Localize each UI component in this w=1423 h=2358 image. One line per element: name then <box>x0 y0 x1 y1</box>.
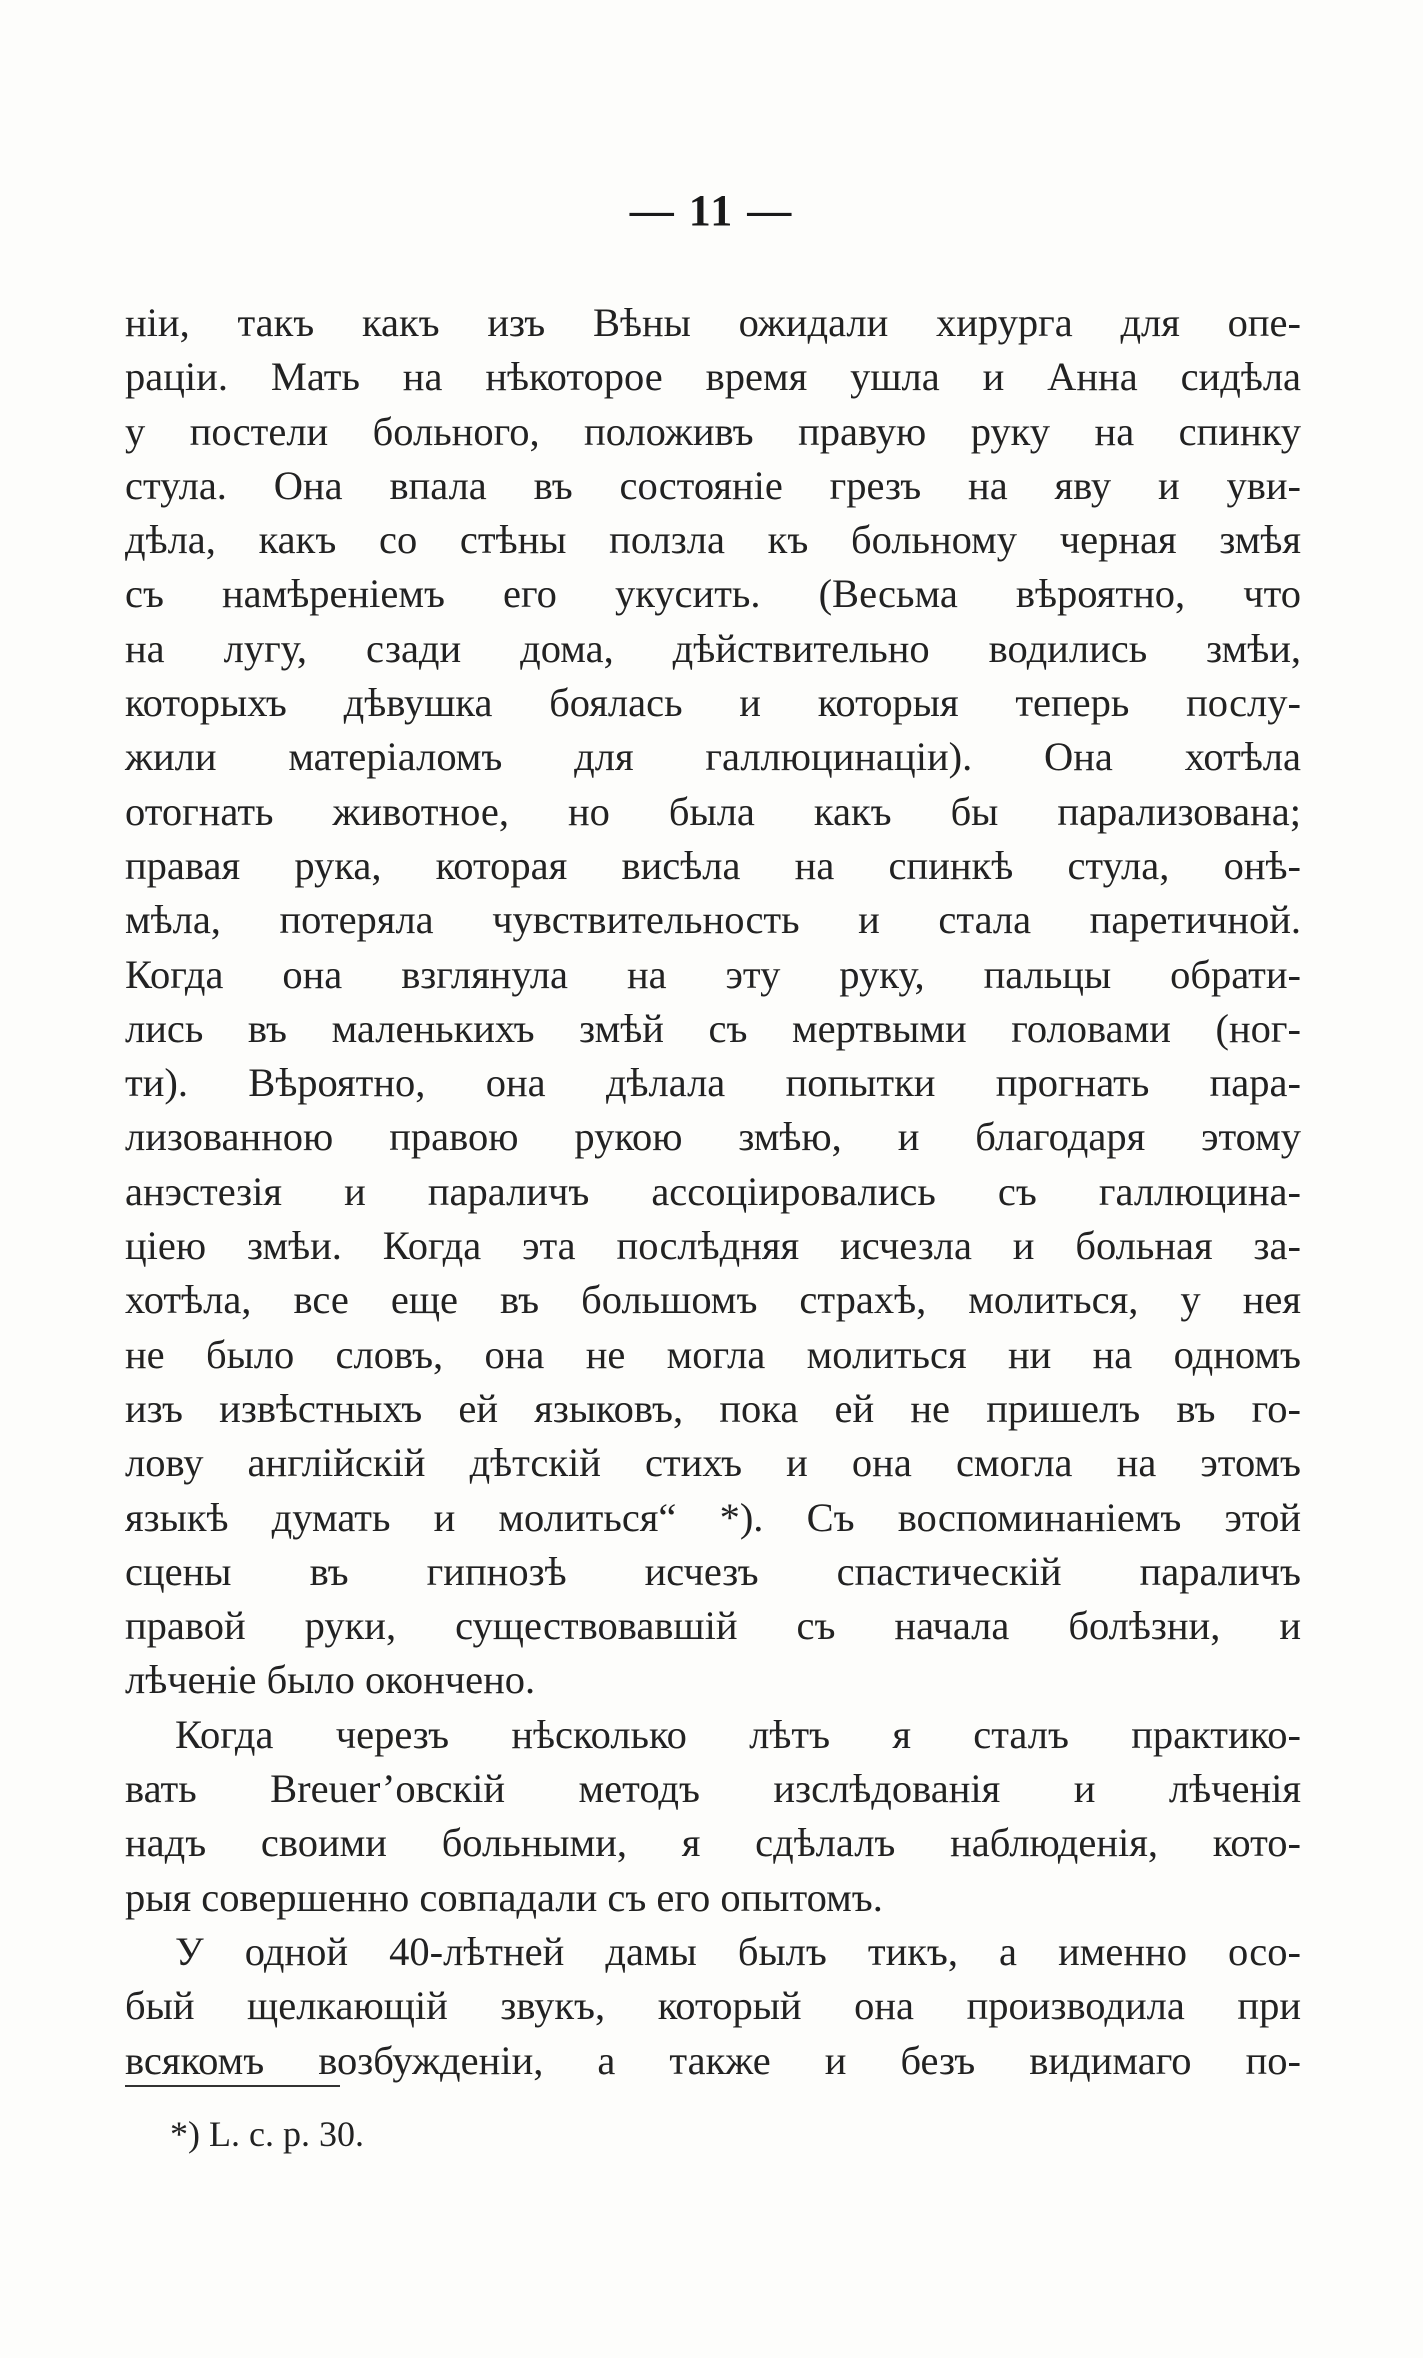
text-line: бый щелкающій звукъ, который она производила при <box>125 1983 1301 2029</box>
text-line: хотѣла, все еще въ большомъ страхѣ, молиться, у нея <box>125 1277 1301 1323</box>
text-line: вать Breuer’овскій методъ изслѣдованія и лѣченія <box>125 1766 1301 1812</box>
text-line: у постели больного, положивъ правую руку на спинку <box>125 408 1301 454</box>
text-line: лись въ маленькихъ змѣй съ мертвыми головами (ног- <box>125 1005 1301 1051</box>
text-line: мѣла, потеряла чувствительность и стала паретичной. <box>125 897 1301 943</box>
text-line: правой руки, существовавшій съ начала болѣзни, и <box>125 1603 1301 1649</box>
footnote: *) L. c. p. 30. <box>170 2114 364 2154</box>
text-line: ніи, такъ какъ изъ Вѣны ожидали хирурга для опе- <box>125 300 1301 345</box>
text-line: раціи. Мать на нѣкоторое время ушла и Анна сидѣла <box>125 354 1301 400</box>
footnote-divider <box>125 2085 340 2087</box>
text-line: лизованною правою рукою змѣю, и благодаря этому <box>125 1114 1301 1160</box>
text-line: сцены въ гипнозѣ исчезъ спастическій параличъ <box>125 1548 1301 1594</box>
text-line: анэстезія и параличъ ассоціировались съ галлюцина- <box>125 1168 1301 1214</box>
text-line: языкѣ думать и молиться“ *). Съ воспоминаніемъ этой <box>125 1494 1301 1540</box>
text-line: Когда она взглянула на эту руку, пальцы обрати- <box>125 951 1301 997</box>
text-line: изъ извѣстныхъ ей языковъ, пока ей не пришелъ въ го- <box>125 1385 1301 1431</box>
text-line: съ намѣреніемъ его укусить. (Весьма вѣроятно, что <box>125 571 1301 617</box>
text-line: не было словъ, она не могла молиться ни на одномъ <box>125 1331 1301 1377</box>
text-line: отогнать животное, но была какъ бы парализована; <box>125 788 1301 834</box>
page-number: — 11 — <box>629 186 794 235</box>
text-line: У одной 40-лѣтней дамы былъ тикъ, а именно осо- <box>175 1928 1301 1974</box>
text-line: лѣченіе было окончено. <box>125 1657 536 1703</box>
text-line: стула. Она впала въ состояніе грезъ на яву и уви- <box>125 462 1301 508</box>
text-line: надъ своими больными, я сдѣлалъ наблюденія, кото- <box>125 1820 1301 1866</box>
text-line: всякомъ возбужденіи, а также и безъ видимаго по- <box>125 2037 1301 2083</box>
text-line: лову англійскій дѣтскій стихъ и она смогла на этомъ <box>125 1440 1301 1486</box>
text-line: на лугу, сзади дома, дѣйствительно водились змѣи, <box>125 625 1301 671</box>
text-line: дѣла, какъ со стѣны ползла къ больному черная змѣя <box>125 517 1301 563</box>
text-line: Когда черезъ нѣсколько лѣтъ я сталъ практико- <box>175 1711 1301 1757</box>
text-line: рыя совершенно совпадали съ его опытомъ. <box>125 1874 883 1920</box>
text-line: ціею змѣи. Когда эта послѣдняя исчезла и больная за- <box>125 1223 1301 1269</box>
body-text <box>125 296 1301 2088</box>
text-line: жили матеріаломъ для галлюцинаціи). Она хотѣла <box>125 734 1301 780</box>
text-line: ти). Вѣроятно, она дѣлала попытки прогнать пара- <box>125 1060 1301 1106</box>
text-line: правая рука, которая висѣла на спинкѣ стула, онѣ- <box>125 842 1301 888</box>
text-line: которыхъ дѣвушка боялась и которыя теперь послу- <box>125 680 1301 726</box>
